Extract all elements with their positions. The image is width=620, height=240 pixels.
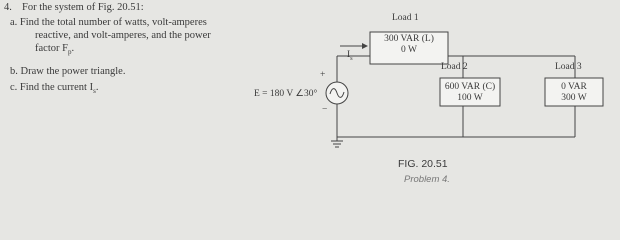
question-number: 4. [4, 2, 12, 13]
part-b: b. Draw the power triangle. [10, 66, 126, 77]
load3-watts: 300 W [561, 93, 587, 103]
minus-sign: − [322, 105, 328, 115]
load1-var: 300 VAR (L) [384, 34, 434, 44]
part-a-line1: a. Find the total number of watts, volt-amperes [10, 17, 207, 28]
part-a-period: . [71, 43, 75, 54]
current-subscript: s [350, 54, 353, 62]
current-label [347, 50, 353, 62]
plus-sign: + [320, 70, 326, 80]
load2-title: Load 2 [441, 62, 468, 72]
load3-title: Load 3 [555, 62, 582, 72]
load2-var: 600 VAR (C) [444, 82, 496, 92]
load1-title: Load 1 [392, 13, 419, 23]
load1-watts: 0 W [401, 45, 417, 55]
part-c-subscript: s [93, 87, 96, 96]
source-label: E = 180 V ∠30° [254, 89, 318, 99]
question-stem: For the system of Fig. 20.51: [22, 2, 144, 13]
load2-watts: 100 W [457, 93, 483, 103]
part-a-subscript: p [67, 48, 72, 57]
part-c-period: . [95, 82, 99, 93]
part-a-line2: reactive, and volt-amperes, and the power [35, 30, 211, 41]
part-a-factor: factor F [35, 43, 68, 54]
figure-footer: Problem 4. [404, 174, 450, 185]
current-symbol: I [347, 50, 351, 60]
load3-var: 0 VAR [561, 82, 587, 92]
part-c-text: c. Find the current I [10, 82, 94, 93]
figure-caption: FIG. 20.51 [398, 158, 448, 170]
